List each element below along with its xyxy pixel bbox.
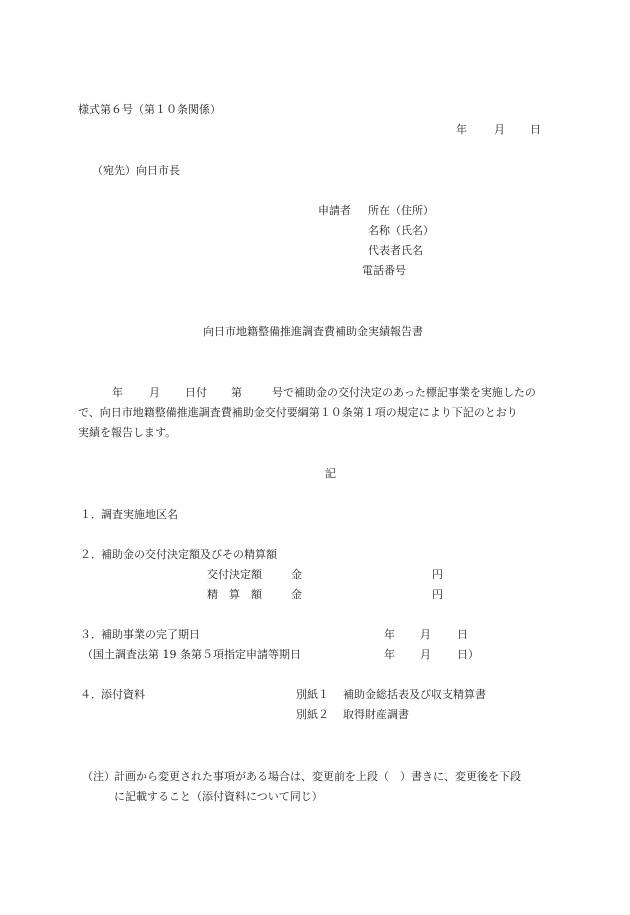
settlement-yen: 円 — [432, 588, 443, 601]
item2-number: ２． — [80, 548, 102, 561]
ki-heading: 記 — [325, 467, 336, 480]
body-year: 年 — [112, 386, 123, 399]
item3-sub-label: （国土調査法第 19 条第５項指定申請等期日 — [82, 648, 301, 661]
body-day: 日付 — [185, 386, 207, 399]
item1-label: 調査実施地区名 — [101, 508, 178, 521]
completion-year: 年 — [384, 628, 395, 641]
addressee: （宛先）向日市長 — [92, 164, 180, 177]
grant-decision-kin: 金 — [291, 568, 302, 581]
note-line2: に記載すること（添付資料について同じ） — [114, 790, 323, 803]
completion-month: 月 — [420, 628, 431, 641]
grant-decision-yen: 円 — [432, 568, 443, 581]
item3-label: 補助事業の完了期日 — [101, 628, 200, 641]
body-line1-rest: 号で補助金の交付決定のあった標記事業を実施したの — [272, 386, 536, 399]
completion-day: 日 — [457, 628, 468, 641]
sub-year: 年 — [384, 648, 395, 661]
grant-decision-label: 交付決定額 — [207, 568, 262, 581]
item4-number: ４． — [80, 688, 102, 701]
applicant-phone: 電話番号 — [362, 264, 406, 277]
applicant-address: 所在（住所） — [368, 204, 434, 217]
date-year: 年 — [456, 123, 467, 136]
item4-label: 添付資料 — [101, 688, 145, 701]
applicant-representative: 代表者氏名 — [368, 244, 423, 257]
attachment1-name: 補助金総括表及び収支精算書 — [343, 688, 486, 701]
attachment2-name: 取得財産調書 — [343, 708, 409, 721]
body-no: 第 — [231, 386, 242, 399]
date-month: 月 — [494, 123, 505, 136]
body-line3: 実績を報告します。 — [78, 426, 177, 439]
applicant-label: 申請者 — [318, 204, 351, 217]
body-month: 月 — [149, 386, 160, 399]
document-title: 向日市地籍整備推進調査費補助金実績報告書 — [203, 325, 423, 338]
applicant-name: 名称（氏名） — [368, 224, 434, 237]
item3-number: ３． — [80, 628, 102, 641]
attachment2-number: 別紙２ — [296, 708, 329, 721]
date-day: 日 — [530, 123, 541, 136]
form-number: 様式第６号（第１０条関係） — [78, 103, 221, 116]
sub-month: 月 — [420, 648, 431, 661]
item2-label: 補助金の交付決定額及びその精算額 — [101, 548, 277, 561]
attachment1-number: 別紙１ — [296, 688, 329, 701]
note-prefix: （注） — [82, 770, 115, 783]
sub-day: 日） — [457, 648, 479, 661]
body-line2: で、向日市地籍整備推進調査費補助金交付要綱第１０条第１項の規定により下記のとおり — [78, 406, 518, 419]
item1-number: １． — [80, 508, 102, 521]
settlement-kin: 金 — [291, 588, 302, 601]
note-line1: 計画から変更された事項がある場合は、変更前を上段（ ）書きに、変更後を下段 — [114, 770, 521, 783]
settlement-label: 精 算 額 — [207, 588, 262, 601]
